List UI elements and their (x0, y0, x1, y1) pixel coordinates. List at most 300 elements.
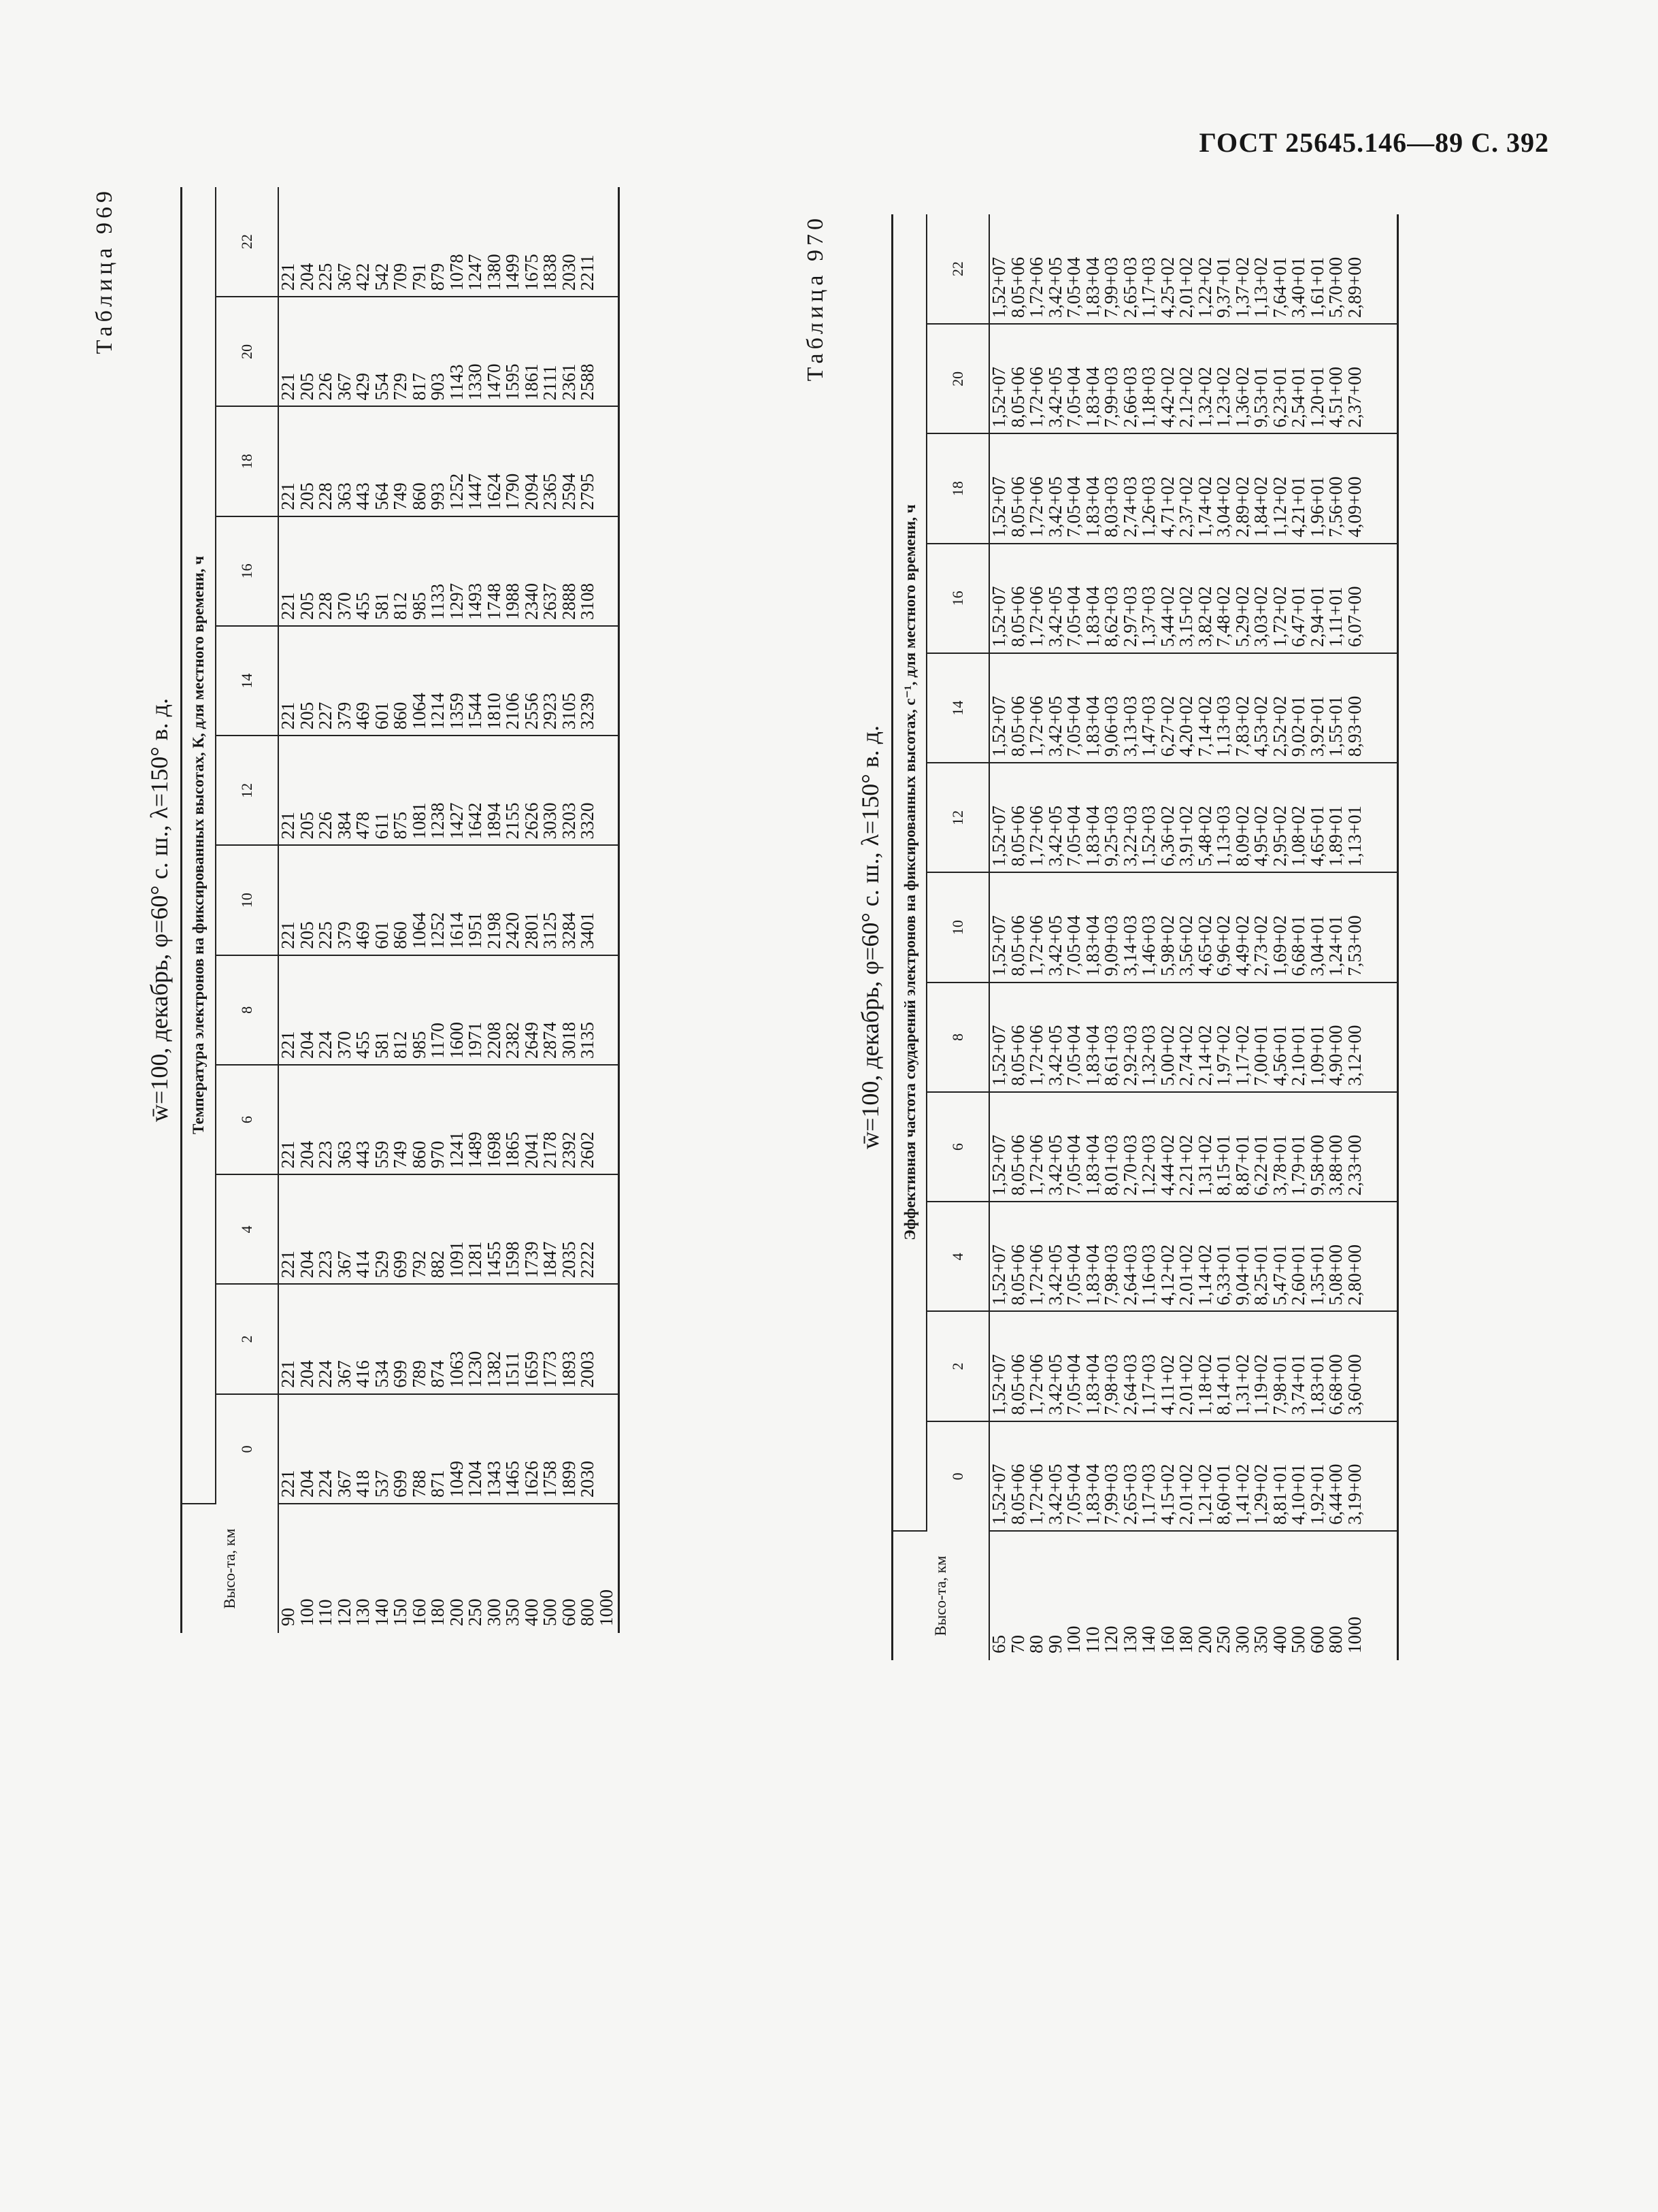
table-cell: 1988 (502, 583, 523, 620)
table-cell: 370 (333, 1031, 354, 1059)
table-cell: 3,82+02 (1194, 586, 1215, 647)
table-cell (597, 1285, 616, 1393)
table-cell: 2094 (520, 473, 542, 510)
altitude-value: 160 (1157, 1625, 1178, 1653)
value-column (278, 626, 618, 736)
table-cell: 205 (296, 812, 317, 840)
table-cell: 1,72+06 (1026, 1134, 1046, 1196)
table-cell: 4,51+00 (1325, 367, 1346, 428)
table-cell: 2,64+03 (1119, 1354, 1140, 1415)
table-cell: 221 (278, 1031, 298, 1059)
table-cell: 204 (296, 1251, 317, 1278)
table-cell: 3,78+01 (1269, 1134, 1290, 1196)
altitude-value: 500 (1288, 1625, 1308, 1653)
table-cell: 2,97+03 (1119, 586, 1140, 647)
table-cell: 3,03+02 (1250, 586, 1271, 647)
table-cell (597, 736, 616, 844)
table-cell: 224 (315, 1360, 335, 1388)
table-cell: 581 (371, 592, 392, 620)
table-cell: 3,42+05 (1044, 1354, 1065, 1415)
table-cell: 384 (333, 812, 354, 840)
table-cell: 4,71+02 (1157, 476, 1178, 538)
table-cell: 1,52+03 (1138, 806, 1159, 867)
table-cell: 3284 (558, 912, 579, 949)
page-header: ГОСТ 25645.146—89 С. 392 (1199, 127, 1549, 158)
table-cell: 3401 (577, 912, 597, 949)
table-cell: 2874 (540, 1022, 560, 1059)
table-cell: 1,52+07 (989, 1134, 1009, 1196)
table-cell: 4,95+02 (1250, 806, 1271, 867)
table-cell: 6,27+02 (1157, 695, 1178, 757)
table-cell: 2,01+02 (1176, 1354, 1196, 1415)
altitude-header: Высо-та, км (182, 1504, 279, 1633)
table-cell: 1455 (483, 1241, 504, 1278)
table-cell: 2,70+03 (1119, 1134, 1140, 1196)
table-cell: 7,98+01 (1269, 1354, 1290, 1415)
value-column (989, 1312, 1397, 1421)
table-cell: 221 (278, 1360, 298, 1388)
altitude-value: 200 (1194, 1625, 1215, 1653)
table-cell: 7,05+04 (1063, 586, 1084, 647)
table-cell: 1,24+01 (1325, 915, 1346, 976)
table-cell: 6,68+00 (1325, 1354, 1346, 1415)
table-cell: 1,14+02 (1194, 1244, 1215, 1306)
table-cell: 1,83+04 (1082, 476, 1103, 538)
value-column (278, 955, 618, 1065)
table-cell: 1,72+06 (1026, 586, 1046, 647)
table-cell: 7,98+03 (1101, 1354, 1121, 1415)
table-cell: 9,04+01 (1231, 1244, 1253, 1306)
table-cell: 2,37+02 (1176, 476, 1196, 538)
table-cell: 7,05+04 (1063, 915, 1084, 976)
table-cell: 1,52+07 (989, 367, 1009, 428)
table-cell: 455 (352, 592, 373, 620)
table-cell: 1330 (465, 363, 485, 401)
table-cell: 1,83+04 (1082, 1244, 1103, 1306)
table-cell: 3030 (540, 802, 560, 840)
table-cell: 1,89+01 (1325, 806, 1346, 867)
table-cell: 9,06+03 (1101, 695, 1121, 757)
table-cell: 3125 (540, 912, 560, 949)
table-cell: 1,83+04 (1082, 367, 1103, 428)
table-cell: 204 (296, 1140, 317, 1169)
table-cell: 7,48+02 (1213, 586, 1233, 647)
table-cell: 1493 (465, 583, 485, 620)
table-cell: 8,05+06 (1007, 1025, 1028, 1086)
table-cell: 699 (390, 1470, 410, 1498)
table-cell: 2,94+01 (1306, 586, 1327, 647)
table-cell: 1247 (465, 254, 485, 291)
table-cell: 1773 (540, 1351, 560, 1388)
table-cell: 9,37+01 (1213, 257, 1233, 318)
altitude-value: 130 (352, 1598, 373, 1626)
table-cell: 1281 (465, 1241, 485, 1278)
table-cell: 860 (390, 921, 410, 949)
table-cell: 2035 (558, 1241, 579, 1278)
table-cell: 537 (371, 1470, 392, 1498)
table-cell: 2111 (540, 365, 560, 401)
table-cell: 812 (390, 1031, 410, 1059)
table-cell: 8,05+06 (1007, 1464, 1028, 1525)
table-cell: 4,44+02 (1157, 1134, 1178, 1196)
table-cell: 4,09+00 (1344, 476, 1365, 538)
altitude-value: 65 (989, 1635, 1009, 1653)
time-header: 12 (216, 736, 278, 845)
table-cell: 3,22+03 (1119, 806, 1140, 867)
table-cell: 1,26+03 (1138, 476, 1159, 538)
table-cell: 2030 (558, 254, 579, 291)
table-cell: 860 (390, 701, 410, 730)
table-cell: 8,03+03 (1101, 476, 1121, 538)
table-cell: 8,61+03 (1101, 1025, 1121, 1086)
altitude-value: 400 (520, 1598, 542, 1626)
altitude-value: 150 (390, 1598, 410, 1626)
table-cell: 8,93+00 (1344, 695, 1365, 757)
table-cell: 3108 (577, 583, 597, 620)
table-cell: 8,25+01 (1250, 1244, 1271, 1306)
table-cell (597, 1175, 616, 1283)
table-cell: 224 (315, 1470, 335, 1498)
table-cell: 1133 (427, 584, 448, 620)
value-column (989, 544, 1397, 653)
table-cell: 6,23+01 (1269, 367, 1290, 428)
table-cell: 2198 (483, 912, 504, 949)
table-970-block (803, 214, 1524, 1660)
table-cell: 3239 (577, 693, 597, 730)
table-cell: 2,64+03 (1119, 1244, 1140, 1306)
table-cell: 1,55+01 (1325, 695, 1346, 757)
table-cell: 2,66+03 (1119, 367, 1140, 428)
table-cell: 903 (427, 373, 448, 401)
table-cell: 221 (278, 592, 298, 620)
table-cell: 3,15+02 (1176, 586, 1196, 647)
table-cell: 1143 (446, 364, 467, 401)
table-cell: 6,68+01 (1288, 915, 1308, 976)
table-cell: 2155 (502, 802, 523, 840)
table-cell: 4,12+02 (1157, 1244, 1178, 1306)
table-cell (597, 846, 616, 955)
table-cell: 228 (315, 482, 335, 510)
altitude-value: 180 (1176, 1625, 1196, 1653)
table-cell: 1,83+04 (1082, 1025, 1103, 1086)
table-cell: 2041 (520, 1132, 542, 1169)
table-cell: 2,14+02 (1194, 1025, 1215, 1086)
table-cell: 2,92+03 (1119, 1025, 1140, 1086)
table-cell: 8,60+01 (1213, 1464, 1233, 1525)
table-cell: 1,36+02 (1231, 367, 1253, 428)
table-cell: 204 (296, 1031, 317, 1059)
table-cell: 534 (371, 1360, 392, 1388)
table-cell: 367 (333, 1251, 354, 1278)
table-cell: 1,37+03 (1138, 586, 1159, 647)
value-column (278, 1174, 618, 1284)
table-cell: 1,83+04 (1082, 1464, 1103, 1525)
table-cell: 455 (352, 1031, 373, 1059)
table-cell: 1,83+04 (1082, 586, 1103, 647)
table-cell: 3,42+05 (1044, 257, 1065, 318)
time-header: 2 (927, 1312, 989, 1421)
altitude-value: 200 (446, 1598, 467, 1626)
value-column (989, 214, 1397, 324)
table-cell: 3,60+00 (1344, 1354, 1365, 1415)
table-cell: 4,65+02 (1194, 915, 1215, 976)
table-cell: 2382 (502, 1022, 523, 1059)
altitude-value: 120 (1101, 1625, 1121, 1653)
time-header: 4 (216, 1174, 278, 1284)
time-header: 18 (927, 434, 989, 544)
table-cell: 416 (352, 1360, 373, 1388)
table-cell: 418 (352, 1470, 373, 1498)
table-cell: 363 (333, 482, 354, 510)
table-cell: 1447 (465, 473, 485, 510)
table-cell: 379 (333, 701, 354, 730)
value-column (278, 297, 618, 406)
table-cell: 7,05+04 (1063, 1025, 1084, 1086)
altitude-column (989, 1531, 1397, 1660)
table-cell: 2,89+02 (1231, 476, 1253, 538)
table-cell: 1,72+06 (1026, 695, 1046, 757)
table-cell: 1297 (446, 583, 467, 620)
time-header: 22 (927, 214, 989, 324)
table-cell: 3018 (558, 1022, 579, 1059)
table-cell: 1595 (502, 363, 523, 401)
table-cell: 367 (333, 263, 354, 291)
table-cell: 8,05+06 (1007, 1244, 1028, 1306)
table-cell: 1,72+06 (1026, 1464, 1046, 1525)
table-cell: 1,18+02 (1194, 1354, 1215, 1415)
table-cell: 8,09+02 (1231, 806, 1253, 867)
table-cell: 1,22+03 (1138, 1134, 1159, 1196)
table-cell: 1,72+06 (1026, 476, 1046, 538)
table-cell: 8,05+06 (1007, 1354, 1028, 1415)
table-cell: 860 (408, 1140, 429, 1169)
table-cell: 2,73+02 (1250, 915, 1271, 976)
table-cell: 874 (427, 1360, 448, 1388)
table-cell: 205 (296, 482, 317, 510)
altitude-value: 600 (558, 1598, 579, 1626)
table-cell: 8,87+01 (1231, 1134, 1253, 1196)
value-column (278, 407, 618, 516)
time-header: 14 (216, 626, 278, 736)
table-cell: 205 (296, 701, 317, 730)
table-cell: 221 (278, 812, 298, 840)
table-cell: 4,11+02 (1157, 1355, 1178, 1415)
table-cell: 367 (333, 1470, 354, 1498)
time-header: 16 (216, 516, 278, 626)
table-969-block (92, 187, 711, 1633)
value-column (278, 516, 618, 626)
table-cell: 699 (390, 1251, 410, 1278)
table-cell: 1,97+02 (1213, 1025, 1233, 1086)
table-cell: 1,52+07 (989, 695, 1009, 757)
table-cell: 1,79+01 (1288, 1134, 1308, 1196)
value-column (989, 434, 1397, 544)
table-cell: 7,99+03 (1101, 257, 1121, 318)
table-cell: 224 (315, 1031, 335, 1059)
table-cell: 3105 (558, 693, 579, 730)
table-cell: 1,83+04 (1082, 915, 1103, 976)
table-cell: 2,01+02 (1176, 257, 1196, 318)
table-cell: 367 (333, 373, 354, 401)
table-cell: 3,88+00 (1325, 1134, 1346, 1196)
table-cell: 2003 (577, 1351, 597, 1388)
table-title: w̄=100, декабрь, φ=60° с. ш., λ=150° в. д. (857, 725, 884, 1149)
table-cell: 1,83+04 (1082, 257, 1103, 318)
table-cell: 3135 (577, 1022, 597, 1059)
table-cell: 221 (278, 1251, 298, 1278)
table-cell: 1698 (483, 1132, 504, 1169)
table-cell: 860 (408, 482, 429, 510)
spanning-header: Эффективная частота соударений электронов на фиксированных высотах, с⁻¹, для местного времени, ч (893, 214, 927, 1531)
altitude-header: Высо-та, км (893, 1531, 990, 1660)
table-cell: 1359 (446, 693, 467, 730)
table-cell: 8,05+06 (1007, 476, 1028, 538)
table-cell: 7,05+04 (1063, 1464, 1084, 1525)
table-cell: 225 (315, 263, 335, 291)
table-cell: 792 (408, 1251, 429, 1278)
table-cell: 8,05+06 (1007, 695, 1028, 757)
table-cell: 1465 (502, 1461, 523, 1498)
table-cell: 1675 (520, 254, 542, 291)
table-cell: 1,52+07 (989, 1244, 1009, 1306)
table-cell: 1,46+03 (1138, 915, 1159, 976)
table-cell: 227 (315, 701, 335, 730)
table-cell: 5,08+00 (1325, 1244, 1346, 1306)
table-cell: 3,42+05 (1044, 1134, 1065, 1196)
table-cell: 2,12+02 (1176, 367, 1196, 428)
table-cell: 1,72+02 (1269, 586, 1290, 647)
table-cell: 2211 (577, 254, 597, 291)
table-cell: 2626 (520, 802, 542, 840)
table-cell: 204 (296, 1470, 317, 1498)
table-cell: 3,42+05 (1044, 1025, 1065, 1086)
time-header: 14 (927, 653, 989, 763)
table-cell: 1598 (502, 1241, 523, 1278)
altitude-value: 110 (1082, 1626, 1103, 1653)
altitude-value: 600 (1306, 1625, 1327, 1653)
table-cell: 1,52+07 (989, 1025, 1009, 1086)
table-cell: 6,47+01 (1288, 586, 1308, 647)
table-cell: 363 (333, 1140, 354, 1169)
value-column (278, 1285, 618, 1394)
table-cell: 1,52+07 (989, 1464, 1009, 1525)
table-cell: 1,52+07 (989, 806, 1009, 867)
table-cell: 2,01+02 (1176, 1464, 1196, 1525)
table-cell (597, 408, 616, 516)
table-cell: 1,32+02 (1194, 367, 1215, 428)
table-cell: 4,49+02 (1231, 915, 1253, 976)
data-table (891, 214, 1399, 1660)
table-cell: 2888 (558, 583, 579, 620)
altitude-value: 110 (315, 1599, 335, 1626)
time-header: 4 (927, 1202, 989, 1311)
table-cell: 1544 (465, 693, 485, 730)
table-cell: 2923 (540, 693, 560, 730)
time-header: 0 (927, 1421, 989, 1531)
table-cell: 2222 (577, 1241, 597, 1278)
time-header: 6 (927, 1092, 989, 1202)
table-cell: 1,72+06 (1026, 367, 1046, 428)
table-cell: 4,20+02 (1176, 695, 1196, 757)
table-cell: 1894 (483, 802, 504, 840)
table-cell: 1,83+04 (1082, 1134, 1103, 1196)
table-cell: 205 (296, 921, 317, 949)
value-column (989, 653, 1397, 763)
table-cell: 1,52+07 (989, 586, 1009, 647)
table-cell: 8,05+06 (1007, 367, 1028, 428)
altitude-value: 350 (1250, 1625, 1271, 1653)
table-cell: 4,90+00 (1325, 1025, 1346, 1086)
table-cell: 1,83+04 (1082, 1354, 1103, 1415)
table-cell: 2106 (502, 693, 523, 730)
table-cell: 3,42+05 (1044, 586, 1065, 647)
table-cell: 1,13+02 (1250, 257, 1271, 318)
table-cell: 367 (333, 1360, 354, 1388)
table-cell: 2637 (540, 583, 560, 620)
table-title: w̄=100, декабрь, φ=60° с. ш., λ=150° в. д. (146, 698, 173, 1122)
table-cell: 422 (352, 263, 373, 291)
table-cell: 1,17+03 (1138, 1354, 1159, 1415)
table-cell: 1170 (427, 1023, 448, 1059)
altitude-value: 1000 (1344, 1617, 1365, 1653)
table-cell: 1,12+02 (1269, 476, 1290, 538)
table-cell: 5,70+00 (1325, 257, 1346, 318)
table-cell: 8,05+06 (1007, 257, 1028, 318)
table-cell: 4,21+01 (1288, 476, 1308, 538)
table-cell: 1899 (558, 1461, 579, 1498)
table-cell: 223 (315, 1140, 335, 1169)
altitude-value: 90 (1044, 1635, 1065, 1653)
table-cell: 1,72+06 (1026, 1354, 1046, 1415)
table-cell: 7,05+04 (1063, 367, 1084, 428)
table-cell: 1,32+03 (1138, 1025, 1159, 1086)
table-cell: 204 (296, 1360, 317, 1388)
table-cell: 1847 (540, 1241, 560, 1278)
table-cell: 443 (352, 482, 373, 510)
table-cell: 699 (390, 1360, 410, 1388)
table-cell: 2178 (540, 1132, 560, 1169)
table-cell: 3203 (558, 802, 579, 840)
table-cell: 1810 (483, 693, 504, 730)
table-cell: 7,00+01 (1250, 1025, 1271, 1086)
table-cell: 7,99+03 (1101, 367, 1121, 428)
table-cell: 2392 (558, 1132, 579, 1169)
table-cell: 1,37+02 (1231, 257, 1253, 318)
table-cell: 2588 (577, 363, 597, 401)
table-cell: 7,14+02 (1194, 695, 1215, 757)
altitude-value: 300 (483, 1598, 504, 1626)
table-cell: 2,89+00 (1344, 257, 1365, 318)
altitude-value: 120 (333, 1598, 354, 1626)
table-cell: 2340 (520, 583, 542, 620)
table-cell (597, 1395, 616, 1503)
altitude-value: 100 (1063, 1625, 1084, 1653)
table-cell: 1,52+07 (989, 915, 1009, 976)
table-cell: 1078 (446, 254, 467, 291)
altitude-value: 350 (502, 1598, 523, 1626)
table-cell: 875 (390, 812, 410, 840)
table-cell: 8,05+06 (1007, 806, 1028, 867)
table-cell: 414 (352, 1251, 373, 1278)
table-cell: 3,14+03 (1119, 915, 1140, 976)
table-cell: 370 (333, 592, 354, 620)
time-header: 10 (216, 846, 278, 955)
table-cell: 1,72+06 (1026, 915, 1046, 976)
spanning-header: Температура электронов на фиксированных высотах, К, для местного времени, ч (182, 187, 216, 1504)
table-cell: 4,15+02 (1157, 1464, 1178, 1525)
altitude-value: 80 (1026, 1635, 1046, 1653)
table-cell: 1659 (520, 1351, 542, 1388)
